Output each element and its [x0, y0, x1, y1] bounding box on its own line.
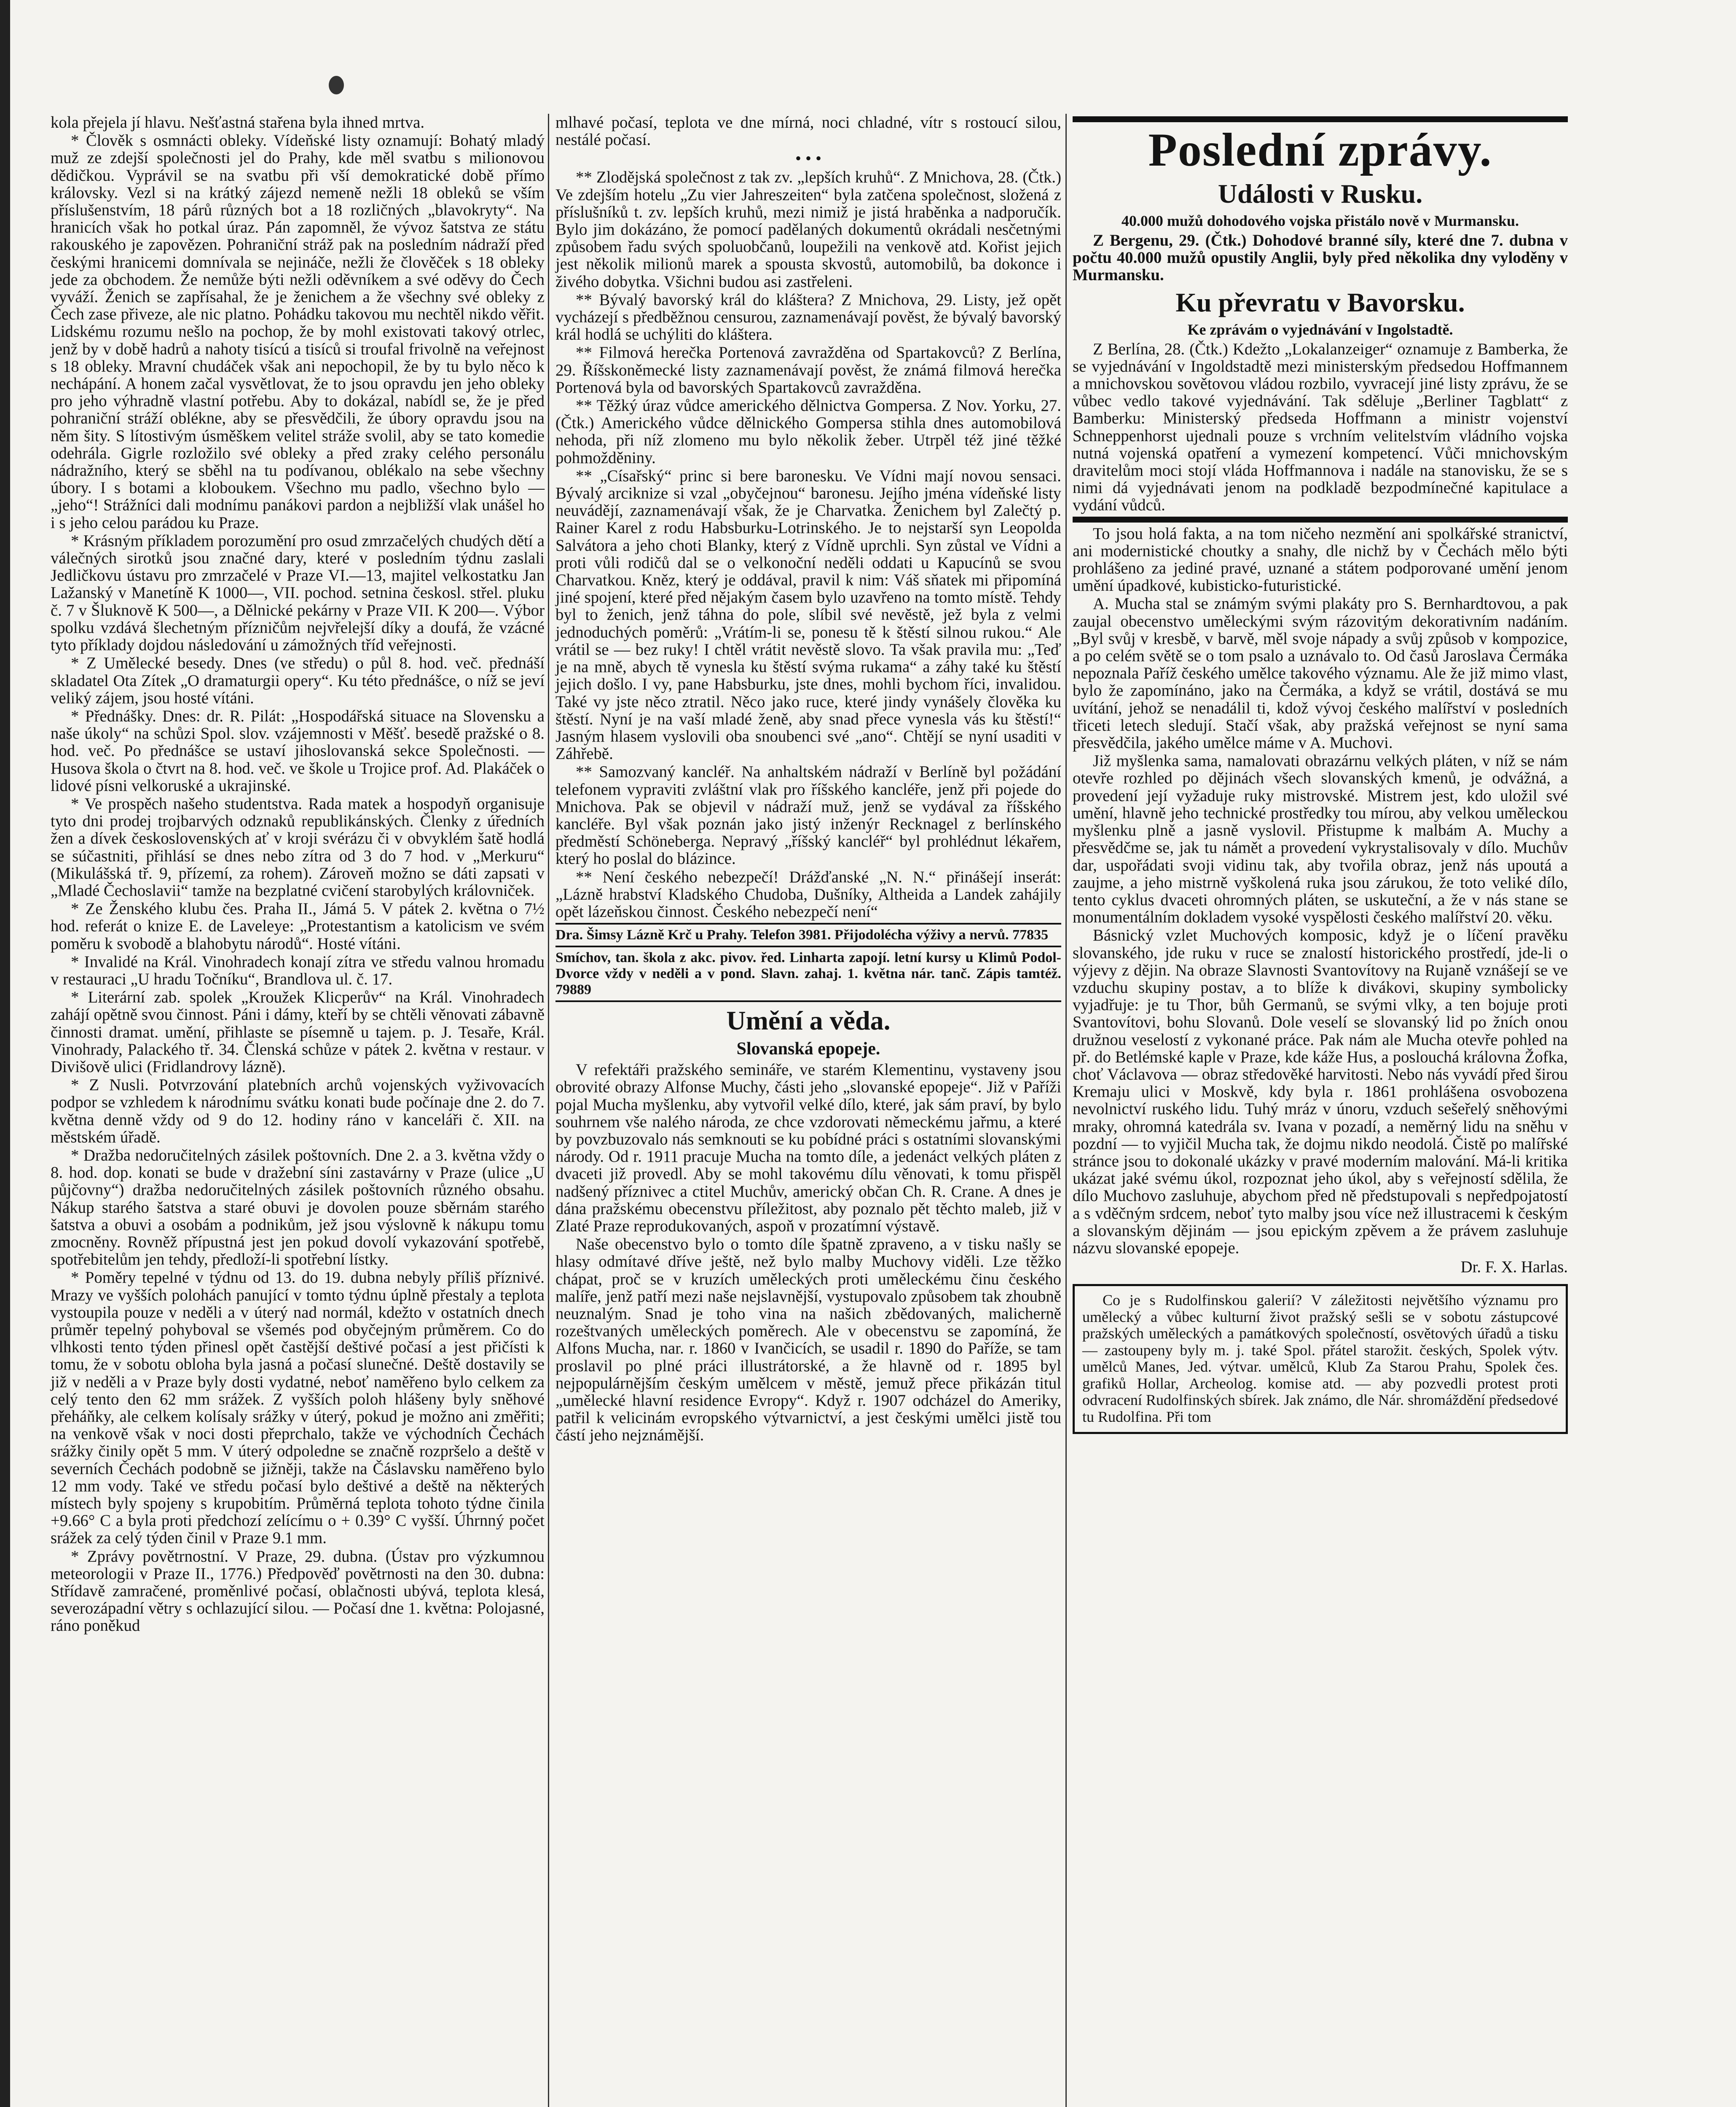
news-item: * Ve prospěch našeho studentstva. Rada matek a hospodyň organisuje tyto dni prodej trojbarvých odznaků republikánských. Členky z úředních žen a dívek československých ať v kroji svérázu či v obvyklém šatě hodlá se súčastniti, přihlásí se dnes nebo zítra od 3 do 7 hod. v „Merkuru“ (Mikulášská tř. 9, přízemí, za rohem). Zároveň možno se dáti zapsati v „Mladé Čechoslavii“ tamže na bezplatné cvičení starobylých královniček.	[51, 794, 545, 900]
news-item: * Poměry tepelné v týdnu od 13. do 19. dubna nebyly příliš příznivé. Mrazy ve vyšších polohách panující v tomto týdnu úplně přestaly a teplota vystoupila pouze v neděli a v úterý nad normál, kdežto v ostatních dnech průměr tepelný pohyboval se všemés pod obyčejným průměrem. Co do vlhkosti tento týden přinesl opět častější deštivé počasí a jest přičísti k tomu, že v sobotu obloha byla jasná a počasí slunečné. Deště dostavily se již v neděli a v Praze byly dosti vydatné, neboť naměřeno bylo celkem za celý tento den 62 mm srážek. Z vyšších poloh hlášeny byly sněhové přeháňky, ale celkem kolísaly srážky v úterý, pokud je možno ani změřiti; na venkově však v noci dosti přeprchalo, takže ve východních Čechách srážky činily opět 5 mm. V úterý odpoledne se značně rozpršelo a deště v severních Čechách podobně se jižněji, takže na Čáslavsku naměřeno bylo 12 mm vody. Také ve středu počasí bylo deštivé a deště na některých místech byly spojeny s krupobitím. Průměrná teplota tohoto týdne činila +9.66° C a byla proti předchozí zelícímu o + 0.39° C vyšší. Úhrnný počet srážek za celý týden činil v Praze 9.1 mm.	[51, 1268, 545, 1547]
column-middle	[555, 114, 1061, 1445]
article-paragraph: V refektáři pražského semináře, ve starém Klementinu, vystaveny jsou obrovité obrazy Alfonse Muchy, části jeho „slovanské epopeje“. Již v Paříži pojal Mucha myšlenku, aby vytvořil velké dílo, které, jak sám praví, by bylo souhrnem vše nalého národa, ze chce vzdorovati německému jařmu, a které by povzbuzovalo nás semknouti se ku pobídné práci s ostatními slovanskými národy. Od r. 1911 pracuje Mucha na tomto díle, a jedenáct velkých pláten z dvaceti již provedl. Aby se mohl takovému dílu věnovati, k tomu přispěl nadšený příznivec a ctitel Muchův, americký občan Ch. R. Crane. A dnes je dána pražskému obecenstvu příležitost, aby poznalo pět těchto maleb, již v Zlaté Praze reprodukovaných, aspoň v prozatímní výstavě.	[555, 1061, 1061, 1235]
subheading-murmansk: 40.000 mužů dohodového vojska přistálo nově v Murmansku.	[1121, 212, 1519, 229]
advert-tanecni-skola: Smíchov, tan. škola z akc. pivov. řed. Linharta zapojí. letní kursy u Klimů Podol-Dvorce vždy v neděli a v pond. Slavn. zahaj. 1. května nár. tanč. Zápis tamtéž. 79889	[555, 950, 1061, 998]
news-item: ** Filmová herečka Portenová zavražděna od Spartakovců? Z Berlína, 29. Říšskoněmecké listy zaznamenávají pověst, že známá filmová herečka Portenová byla od bavorských Spartakovců zavražděna.	[555, 343, 1061, 397]
report-bergen: Z Bergenu, 29. (Čtk.) Dohodové branné síly, které dne 7. dubna v počtu 40.000 mužů opustily Anglii, byly před několika dny vyloděny v Murmansku.	[1073, 231, 1568, 284]
news-item: ** Těžký úraz vůdce amerického dělnictva Gompersa. Z Nov. Yorku, 27. (Čtk.) Amerického vůdce dělnického Gompersa stihla dnes automobilová nehoda, při níž zlomeno mu bylo několik žeber. Utrpěl též jiné těžké pohmožděniny.	[555, 397, 1061, 467]
ink-blot	[329, 76, 344, 94]
news-item: ** „Císařský“ princ si bere baronesku. Ve Vídni mají novou sensaci. Bývalý arciknize si vzal „obyčejnou“ baronesu. Jejího jména vídeňské listy neuvádějí, zaznamenávají však, že je Charvatka. Ženichem byl Zalečtý p. Rainer Karel z rodu Habsburku-Lotrinského. Je to nejstarší syn Leopolda Salvátora a jeho choti Blanky, který z Vídně uprchli. Syn zůstal ve Vídni a proti vůli rodičů dal se o velkonoční neděli oddati u Kapucínů se svou Charvatkou. Kněz, který je oddával, pravil k nim: Váš sňatek mi připomíná jiné spojení, které před nějakým časem bylo uzavřeno na tomto místě. Tehdy byl to ženich, jenž táhna do pole, slíbil své nevěstě, jež byla z velmi jednoduchých poměrů: „Vrátím-li se, ponesu tě k štěstí silnou rukou.“ Ale vrátil se — bez ruky! I chtěl vrátit nevěstě slovo. Ta však pravila mu: „Teď je na mně, abych tě vynesla ku štěstí svýma rukama“ a záhy také ku štěstí jejich došlo. I vy, pane Habsburku, jste dnes, mohli bychom říci, invalidou. Také vy jste něco ztratil. Něco jako ruce, které jindy vynášely člověka ku štěstí. Nyní je na vaší mladé ženě, aby snad přece vynesla vás ku štěstí!“ Jasným hlasem vyslovili oba snoubenci své „ano“. Chtějí se nyní usaditi v Záhřebě.	[555, 466, 1061, 763]
divider-thick	[1073, 517, 1568, 523]
boxed-notice-rudolfinum	[1073, 1284, 1568, 1434]
news-items-middle	[555, 169, 1061, 920]
article-epopeje-part2	[1073, 525, 1568, 1257]
author-signature: Dr. F. X. Harlas.	[1460, 1258, 1568, 1276]
article-heading-epopeje: Slovanská epopeje.	[736, 1039, 880, 1059]
news-item: * Z Umělecké besedy. Dnes (ve středu) o půl 8. hod. več. přednáší skladatel Ota Zítek „O dramaturgii opery“. Ku této přednášce, o níž se jeví veliký zájem, jsou hosté vítáni.	[51, 654, 545, 707]
news-item: ** Samozvaný kancléř. Na anhaltském nádraží v Berlíně byl požádání telefonem vypraviti zvláštní vlak pro říšského kancléře, jenž při pojede do Mnichova. Pak se objevil v nádraží muž, jenž se vydával za říšského kancléře. Byl však poznán jako jistý inženýr Recknagel z berlínského předměstí Schöneberga. Nepravý „říšský kancléř“ byl prohlédnut lékařem, který ho poslal do blázince.	[555, 763, 1061, 868]
news-item: * Krásným příkladem porozumění pro osud zmrzačelých chudých dětí a válečných sirotků jsou značné dary, které v posledním týdnu zaslali Jedličkovu ústavu pro zmrzačelé v Praze VI.—13, majitel velkostatku Jan Lažanský v Manetíně K 1000—, VII. pochod. setnina českosl. střel. pluku č. 7 v Šluknově K 500—, a Dělnické pekárny v Praze VII. K 200—. Výbor spolku vzdává šlechetným přízničům nejvřelejší díky a doufá, že vzácné tyto příklady dojdou následování u zámožných tříd veřejnosti.	[51, 531, 545, 654]
news-item: * Ze Ženského klubu čes. Praha II., Jámá 5. V pátek 2. května o 7½ hod. referát o knize E. de Laveleye: „Protestantism a katolicism ve svém poměru k svobodě a blahobytu národů“. Hosté vítáni.	[51, 900, 545, 953]
article-paragraph: To jsou holá fakta, a na tom ničeho nezmění ani spolkářské stranictví, ani modernistické choutky a snahy, dle nichž by v Čechách mělo býti prohlášeno za jediné pravé, uznané a státem podporované umění jenom umění úpadkové, kubisticko-futuristické.	[1073, 524, 1568, 595]
news-item: * Invalidé na Král. Vinohradech konají zítra ve středu valnou hromadu v restauraci „U hradu Točníku“, Brandlova ul. č. 17.	[51, 952, 545, 988]
news-item: * Člověk s osmnácti obleky. Vídeňské listy oznamují: Bohatý mladý muž ze zdejší společnosti jel do Prahy, kde měl svatbu s milionovou dědičkou. Vyprávil se na svatbu při vší demokratické době přímo královsky. Vezl si na krátký zájezd nemeně nežli 18 obleků se vším příslušenstvím, 18 párů různých bot a 18 rozličných „blavokryty“. Na hranicích však ho potkal úraz. Pán zapomněl, že vývoz šatstva ze státu rakouského je zapovězen. Pohraniční stráž pak na posledním nádraží před českými hranicemi domnívala se nejináče, nežli že člověček s 18 obleky jede za obchodem. Že nemůže býti nežli oděvníkem a své oděvy do Čech vyváží. Ženich se zapřísahal, že je ženichem a že všechny své obleky z Čech zase přiveze, ale nic platno. Pohádku takovou mu nechtěl nikdo věřit. Lidskému rozumu nešlo na pochop, že by mohl existovati takový otrlec, jenž by v době hadrů a nahoty tisícú a tisíců si troufal frivolně na veřejnost s 18 obleky. Mravní chudáček však ani nepochopil, že by tu bylo něco k nechápání. A honem začal vysvětlovat, že to jsou opravdu jen jeho obleky pro jeho výhradně vlastní potřebu. Aby to dokázal, nabídl se, že je před pohraniční stráží oblékne, aby se přesvědčili, že úbory opravdu jsou na něm šity. S lítostivým úsměškem velitel stráže svolil, aby se tato komedie odehrála. Gigrle rozložilo své obleky a před zraky celého personálu nádražního, který se sběhl na tu podívanou, oblékalo na sebe všechny úbory. I s botami a kloboukem. Všechno mu padlo, všechno bylo — „jeho“! Strážníci dali modnímu panákovi pardon a nejbližší vlak unášel ho i s jeho celou parádou ku Praze.	[51, 131, 545, 532]
news-item: * Literární zab. spolek „Kroužek Klicperův“ na Král. Vinohradech zahájí opětně svou činnost. Páni i dámy, kteří by se chtěli věnovati zábavně činnosti dramat. umění, přihlaste se písemně u tajem. p. J. Tesaře, Král. Vinohrady, Palackého tř. 34. Členská schůze v pátek 2. května v restaur. v Divišově ulici (Fridlandrovy lázně).	[51, 988, 545, 1076]
divider	[555, 946, 1061, 947]
article-paragraph: Naše obecenstvo bylo o tomto díle špatně zpraveno, a v tisku našly se hlasy odmítavé dříve ještě, než bylo malby Muchovy viděli. Lze těžko chápat, proč se v kruzích uměleckých proti uměleckému činu českého malíře, jenž patří mezi naše nejslavnější, vystupovalo způsobem tak zhoubně neuznalým. Snad je toho vina na našich zbědovaných, malicherně rozeštvaných uměleckých poměrech. Ale v obecenstvu se zapomíná, že Alfons Mucha, nar. r. 1860 v Ivančicích, se usadil r. 1890 do Paříže, se tam proslavil po plné práci illustrátorské, a že hlavně od r. 1895 byl nejpopulárnějším českým umělcem v městě, jemuž přece přikázán titul „umělecké hlavní residence Evropy“. Když r. 1907 odcházel do Ameriky, patřil k velicinám evropského výtvarnictví, a jest českými umělci jistě tou částí jeho nejznámější.	[555, 1235, 1061, 1445]
advert-lazne-krc: Dra. Šimsy Lázně Krč u Prahy. Telefon 3981. Přijodolécha výživy a nervů. 77835	[555, 927, 1049, 943]
news-item: ** Zlodějská společnost z tak zv. „lepších kruhů“. Z Mnichova, 28. (Čtk.) Ve zdejším hotelu „Zu vier Jahreszeiten“ byla zatčena společnost, složená z příslušníků t. zv. lepších kruhů, mezi nimiž je jistá hraběnka a nadporučík. Bylo jim dokázáno, že pomocí padělaných dokumentů okrádali nesčetnými způsobem řadu svých spoluobčanů, loupežili na venkově atd. Kořist jejich jest několik milionů marek a spousta skvostů, automobilů, ba dokonce i živého dobytka. Všichni budou asi zastřeleni.	[555, 168, 1061, 291]
masthead-latest-news: Poslední zprávy.	[1148, 124, 1492, 176]
news-item: ** Není českého nebezpečí! Drážďanské „N. N.“ přinášejí inserát: „Lázně hrabství Kladského Chudoba, Dušníky, Altheida a Landek zahájily opět lázeňskou činnost. Českého nebezpečí není“	[555, 868, 1061, 921]
rudolfinum-text: Co je s Rudolfinskou galerií? V záležitosti největšího významu pro umělecký a vůbec kulturní život pražský sešli se v sobotu zástupcové pražských uměleckých a památkových společností, osvětových úřadů a tisku — zastoupeny byly m. j. také Spol. přátel starožit. českých, Spolek výtv. umělců Manes, Jed. výtvar. umělců, Klub Za Starou Prahu, Spolek čes. grafiků Hollar, Archeolog. komise atd. — aby pozvedli protest proti odvracení Rudolfinských sbírek. Jak známo, dle Nár. shromáždění předsedové tu Rudolfina. Při tom	[1082, 1292, 1558, 1425]
article-paragraph: Básnický vzlet Muchových komposic, když je o líčení pravěku slovanského, jde ruku v ruce se znalostí historického prostředí, jde-li o výjevy z dějin. Na obraze Slavnosti Svantovítovy na Rujaně vznášejí se ve vzduchu skupiny postav, a to blíže k divákovi, skupiny symbolicky vyjadřuje: je tu Thor, bůh Germanů, se svými vlky, a ten bojuje proti Svantovítovi, bohu Slovanů. Dole veselí se slovanský lid po žních onou družnou veselostí z vykonané práce. Pak nám ale Mucha otevře pohled na př. do Betlémské kaple v Praze, kde káže Hus, a poslouchá královna Žofka, choť Václavova — obraz středověké harvitosti. Nebo nás vyvádí před širou Kremaju ulici v Moskvě, kdy byla r. 1861 prohlášena osvobozena nevolnictví ruského lidu. Tuhý mráz v únoru, vzduch sešeřelý sněhovými mraky, ohromná katedrála sv. Ivana v pozadí, a neměrný lidu na sněhu v pozdní — to vyjičil Mucha tak, že dojmu nikdo neodolá. Čistě po malířské stránce jsou to dokonalé ukázky v pravé moderním malování. Má-li kritika ukázat jaké svému úkol, rozpoznat jeho úkol, aby s veřejností sdělila, že dílo Muchovo zasluhuje, abychom před ně předstupovali s nepředpojatostí a s vděčným srdcem, neboť tyto malby jsou více než illustracemi k českým a slovanským dějinám — jsou epickým zpěvem a že právem zasluhuje názvu slovanské epopeje.	[1073, 926, 1568, 1257]
subheading-ingolstadt: Ke zprávám o vyjednávání v Ingolstadtě.	[1187, 321, 1453, 338]
article-paragraph: Již myšlenka sama, namalovati obrazárnu velkých pláten, v níž se nám otevře rozhled po dějinách všech slovanských kmenů, je odvážná, a provedení její vyžaduje ruky mistrovské. Mistrem jest, kdo uložil své umění, hlavně jeho technické prostředky tou mírou, aby velkou uměleckou myšlenku plně a jasně vyslovil. Přistupme k malbám A. Muchy a přesvědčme se, jak tu námět a provedení vykrystalisovaly v dílo. Muchův dar, uspořádati svoji vidinu tak, aby tvořila obraz, jenž nás upoutá a zaujme, a jeho mistrně vyškolená ruka jsou zárukou, že toto veliké dílo, tento cyklus dvaceti ohromných pláten, se uskuteční, a že v nás stane se monumentálním dokladem vysoké vyspělosti českého malířství 20. věku.	[1073, 752, 1568, 927]
news-item: * Dražba nedoručitelných zásilek poštovních. Dne 2. a 3. května vždy o 8. hod. dop. konati se bude v dražební síni zastavárny v Praze (ulice „U půjčovny“) dražba nedoručitelných zásilek poštovních různého obsahu. Nákup starého šatstva a staré obuvi je dovolen pouze sběrnám starého šatstva a obuvi a osobám a podnikům, jež jsou výslovně k nákupu tomu zmocněny. Rovněž přípustná jest jen pokud dovolí vykazování spotřebě, spotřebitelům jen tehdy, předloží-li spotřební lístky.	[51, 1146, 545, 1269]
article-paragraph: A. Mucha stal se známým svými plakáty pro S. Bernhardtovou, a pak zaujal obecenstvo uměleckými svým rázovitým dekorativním nadáním. „Byl svůj v kresbě, v barvě, měl svoje nápady a svůj způsob v kompozice, a po celém světě se o tom psalo a uznávalo to. Od časů Jaroslava Čermáka nepoznala Paříž českého umělce takového významu. Ale že již mimo vlast, bylo že zapomínáno, jako na Čermáka, a když se vrátil, dostává se mu uvítání, jehož se nenadálil ti, kdož vývoj českého malířství v posledních třiceti letech sledují. Stačí však, aby pražská veřejnost se nyní sama přesvědčila, jakého umělce máme v A. Muchovi.	[1073, 595, 1568, 752]
masthead-bar-top	[1073, 116, 1568, 122]
divider	[555, 923, 1061, 925]
page-edge-shadow	[0, 0, 10, 2107]
separator-dots: • • •	[795, 149, 821, 168]
column-right	[1073, 114, 1568, 1442]
news-items-left	[51, 114, 545, 1635]
news-item: * Z Nusli. Potvrzování platebních archů vojenských vyživovacích podpor se vzhledem k národnímu svátku konati bude počínaje dne 2. do 7. května denně vždy od 9 do 12. hodiny ráno v kanceláři č. XII. na městském úřadě.	[51, 1076, 545, 1146]
heading-russia: Události v Rusku.	[1218, 179, 1423, 209]
heading-bavaria: Ku převratu v Bavorsku.	[1175, 287, 1465, 317]
news-item: ** Bývalý bavorský král do kláštera? Z Mnichova, 29. Listy, jež opět vycházejí s předběžnou censurou, zaznamenávají pověst, že bývalý bavorský král hodlá se uchýliti do kláštera.	[555, 290, 1061, 344]
news-item: * Zprávy povětrnostní. V Praze, 29. dubna. (Ústav pro výzkumnou meteorologii v Praze II., 1776.) Předpověď povětrnosti na den 30. dubna: Střídavě zamračené, proměnlivé počasí, oblačnosti ubývá, teplota klesá, severozápadní větry s ochlazující silou. — Počasí dne 1. května: Polojasné, ráno poněkud	[51, 1547, 545, 1635]
column-rule-2	[1065, 114, 1067, 2107]
column-rule-1	[548, 114, 549, 2107]
report-berlin: Z Berlína, 28. (Čtk.) Kdežto „Lokalanzeiger“ oznamuje z Bamberka, že se vyjednávání v Ingoldstadtě mezi ministerským předsedou Hoffmannem a mnichovskou sovětovou vládou rozbilo, vyvracejí jiné listy zprávu, že se vůbec vedlo takové vyjednávání. Tak sděluje „Berliner Tagblatt“ z Bamberku: Ministerský předseda Hoffmann a ministr vojenství Schneppenhorst ujednali pouze s vrchním velitelstvím vládního vojska nutná vojenská opatření a vymezení kompetencí. Vůči mnichovským dravitelům moci stojí vláda Hoffmannova i nadále na stanovisku, že se s nimi dá vyjednávati jenom na podkladě bezpodmínečné kapitulace a vydání vůdců.	[1073, 340, 1568, 515]
article-epopeje-part1	[555, 1061, 1061, 1444]
column-left	[51, 114, 545, 1635]
divider	[555, 1000, 1061, 1002]
weather-continuation: mlhavé počasí, teplota ve dne mírná, noci chladné, vítr s rostoucí silou, nestálé počasí.	[555, 113, 1061, 149]
section-heading-art: Umění a věda.	[726, 1005, 891, 1036]
news-item: * Přednášky. Dnes: dr. R. Pilát: „Hospodářská situace na Slovensku a naše úkoly“ na schůzi Spol. slov. vzájemnosti v Měšť. besedě pražské o 8. hod. več. Po přednášce se ustaví jihoslovanská sekce Společnosti. — Husova škola o čtvrt na 8. hod. več. ve škole u Trojice prof. Ad. Plakáček o lidové písni velkoruské a ukrajinské.	[51, 707, 545, 795]
news-item: kola přejela jí hlavu. Nešťastná stařena byla ihned mrtva.	[51, 113, 425, 131]
